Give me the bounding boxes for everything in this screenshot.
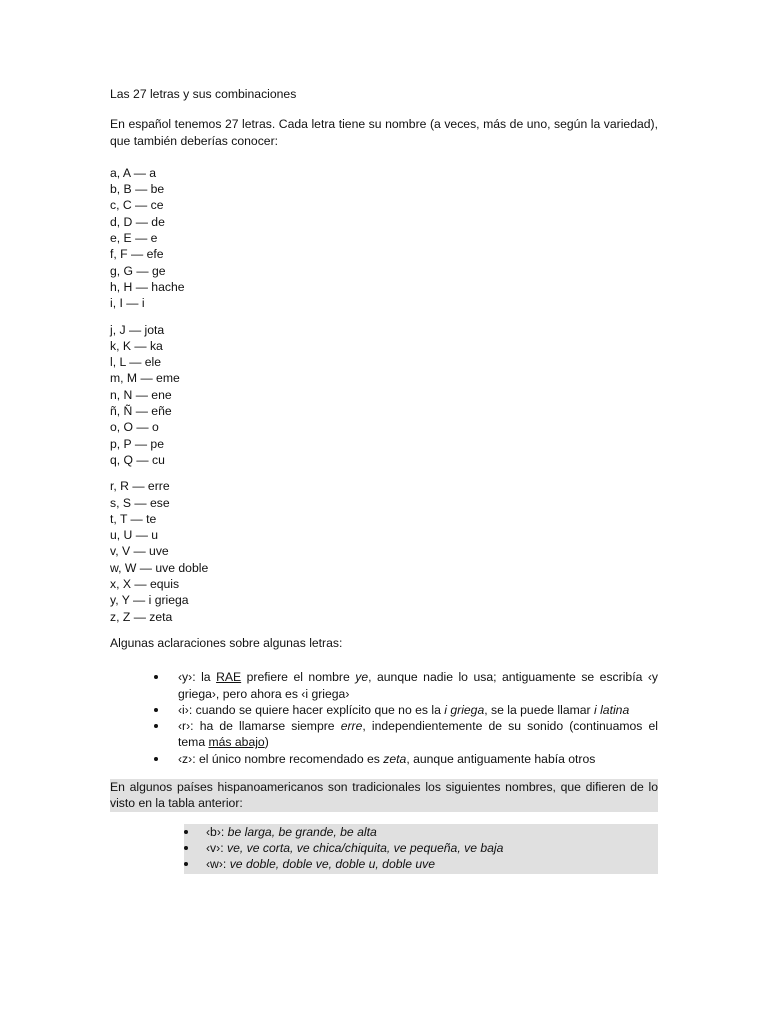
clarification-z (154, 751, 658, 767)
letter-line: g, G — ge (110, 263, 166, 278)
rae-link[interactable]: RAE (216, 670, 242, 685)
letter-line: n, N — ene (110, 387, 172, 402)
letter-line: y, Y — i griega (110, 593, 189, 608)
italic-term: ve, ve corta, ve chica/chiquita, ve pequeña, ve baja (226, 840, 504, 855)
letter-line: p, P — pe (110, 436, 164, 451)
text-span: ‹b›: (206, 824, 228, 839)
text-span: , independientemente de su sonido (continuamos el tema (178, 719, 658, 750)
text-span: ) (264, 735, 269, 750)
text-span: ‹r›: ha de llamarse siempre (178, 719, 341, 734)
text-span: ‹i›: cuando se quiere hacer explícito que no es la (178, 702, 445, 717)
italic-term: be larga, be grande, be alta (227, 824, 377, 839)
text-span: , se la puede llamar (484, 702, 594, 717)
italic-term: i latina (594, 702, 630, 717)
letter-line: j, J — jota (110, 322, 165, 337)
regional-item-b (184, 824, 652, 840)
text-span: ‹w›: (206, 857, 230, 872)
letter-line: u, U — u (110, 528, 159, 543)
regional-list (184, 824, 652, 873)
letter-line: e, E — e (110, 231, 158, 246)
letter-line: q, Q — cu (110, 452, 165, 467)
letter-line: r, R — erre (110, 479, 170, 494)
letter-group-1 (110, 165, 658, 312)
regional-heading: En algunos países hispanoamericanos son tradicionales los siguientes nombres, que difieren de lo visto en la tabla anterior: (110, 779, 658, 811)
text-span: ‹v›: (206, 840, 227, 855)
regional-names-section (110, 779, 658, 874)
letter-group-2 (110, 322, 658, 469)
clarifications-list (110, 669, 658, 767)
letter-group-3 (110, 478, 658, 625)
letter-line: t, T — te (110, 511, 157, 526)
letter-line: w, W — uve doble (110, 560, 209, 575)
regional-item-v (184, 840, 652, 856)
letter-line: v, V — uve (110, 544, 169, 559)
mas-abajo-link[interactable]: más abajo (208, 735, 265, 750)
clarification-r (154, 718, 658, 751)
regional-item-w (184, 856, 652, 872)
letter-line: x, X — equis (110, 577, 180, 592)
document-page (110, 86, 658, 874)
clarifications-heading: Algunas aclaraciones sobre algunas letras: (110, 635, 343, 650)
regional-list-box (184, 824, 658, 875)
italic-term: ve doble, doble ve, doble u, doble uve (229, 857, 436, 872)
letter-line: ñ, Ñ — eñe (110, 404, 172, 419)
italic-term: i griega (444, 702, 485, 717)
italic-term: erre (340, 719, 363, 734)
text-span: , aunque antiguamente había otros (406, 751, 596, 766)
letter-line: o, O — o (110, 420, 159, 435)
text-span: prefiere el nombre (241, 670, 356, 685)
intro-paragraph: En español tenemos 27 letras. Cada letra tiene su nombre (a veces, más de uno, según la variedad), que también deberías conocer: (110, 117, 658, 148)
letter-line: a, A — a (110, 165, 157, 180)
text-span: ‹z›: el único nombre recomendado es (178, 751, 384, 766)
letter-line: f, F — efe (110, 247, 164, 262)
letter-line: d, D — de (110, 214, 165, 229)
italic-term: zeta (383, 751, 407, 766)
letter-line: m, M — eme (110, 371, 180, 386)
letter-line: z, Z — zeta (110, 609, 173, 624)
clarification-y (154, 669, 658, 702)
document-title: Las 27 letras y sus combinaciones (110, 87, 297, 101)
letter-line: l, L — ele (110, 355, 162, 370)
italic-term: ye (355, 670, 369, 685)
text-span: ‹y›: la (178, 670, 217, 685)
letter-line: b, B — be (110, 182, 165, 197)
letter-line: s, S — ese (110, 495, 170, 510)
letter-line: k, K — ka (110, 338, 163, 353)
letter-line: c, C — ce (110, 198, 164, 213)
text-span: , aunque nadie lo usa; antiguamente se escribía ‹y griega›, pero ahora es ‹i griega› (178, 670, 659, 701)
letter-line: i, I — i (110, 296, 145, 311)
clarification-i (154, 702, 658, 718)
letter-line: h, H — hache (110, 279, 185, 294)
